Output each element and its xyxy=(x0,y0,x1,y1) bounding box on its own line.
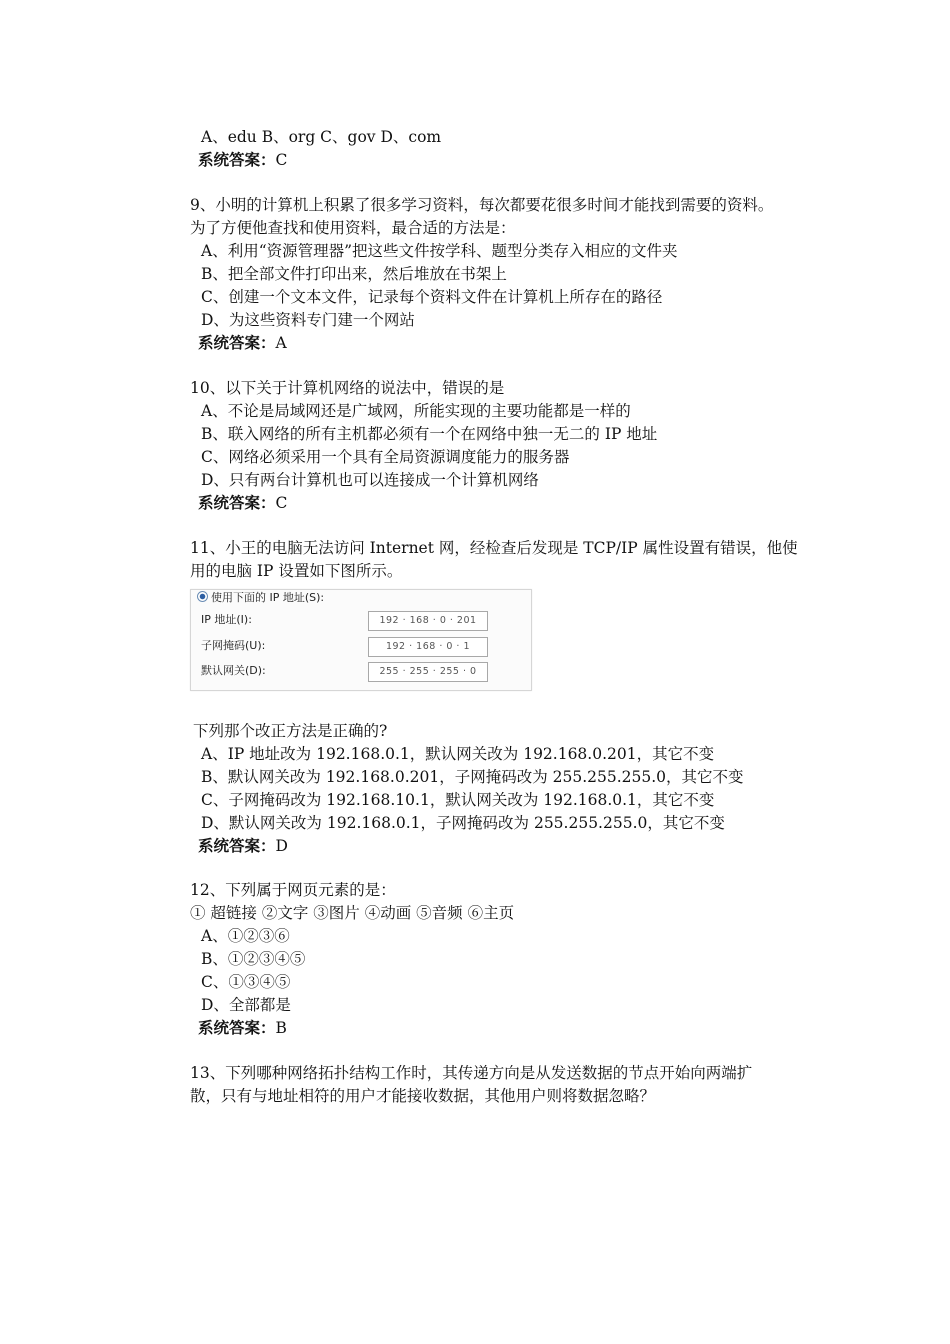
default-gateway-label: 默认网关(D): xyxy=(201,664,266,677)
q11-option-c: C、子网掩码改为 192.168.10.1，默认网关改为 192.168.0.1，其它不变 xyxy=(201,791,715,809)
q9-answer xyxy=(198,332,287,354)
q9-option-a: A、利用“资源管理器”把这些文件按学科、题型分类存入相应的文件夹 xyxy=(201,242,678,260)
subnet-mask-field: 192 · 168 · 0 · 1 xyxy=(368,637,488,657)
q11-answer xyxy=(198,835,288,857)
answer-label: 系统答案： xyxy=(198,333,276,352)
q8-options: A、edu B、org C、gov D、com xyxy=(201,128,442,146)
answer-value: D xyxy=(275,837,288,855)
answer-label: 系统答案： xyxy=(198,493,276,512)
ip-address-field: 192 · 168 · 0 · 201 xyxy=(368,611,488,631)
q12-stem: 12、下列属于网页元素的是： xyxy=(190,881,396,899)
q11-stem-line1: 11、小王的电脑无法访问 Internet 网，经检查后发现是 TCP/IP 属性设置有错误，他使 xyxy=(190,539,798,557)
q13-stem-line2: 散，只有与地址相符的用户才能接收数据，其他用户则将数据忽略？ xyxy=(190,1087,656,1105)
q12-option-b: B、①②③④⑤ xyxy=(201,950,306,968)
q10-option-b: B、联入网络的所有主机都必须有一个在网络中独一无二的 IP 地址 xyxy=(201,425,658,443)
q11-option-a: A、IP 地址改为 192.168.0.1，默认网关改为 192.168.0.201，其它不变 xyxy=(201,745,715,763)
ip-radio-label: 使用下面的 IP 地址(S): xyxy=(211,591,325,604)
q12-option-d: D、全部都是 xyxy=(201,996,291,1014)
answer-value: A xyxy=(275,334,287,352)
q10-option-c: C、网络必须采用一个具有全局资源调度能力的服务器 xyxy=(201,448,570,466)
q11-stem-line2: 用的电脑 IP 设置如下图所示。 xyxy=(190,562,403,580)
q10-stem: 10、以下关于计算机网络的说法中，错误的是 xyxy=(190,379,505,397)
q12-items: ① 超链接 ②文字 ③图片 ④动画 ⑤音频 ⑥主页 xyxy=(190,904,515,922)
q12-option-c: C、①③④⑤ xyxy=(201,973,291,991)
q8-answer xyxy=(198,149,287,171)
q9-option-c: C、创建一个文本文件，记录每个资料文件在计算机上所存在的路径 xyxy=(201,288,663,306)
q9-option-b: B、把全部文件打印出来，然后堆放在书架上 xyxy=(201,265,507,283)
ip-radio-option xyxy=(197,591,324,605)
q11-option-b: B、默认网关改为 192.168.0.201，子网掩码改为 255.255.255.0，其它不变 xyxy=(201,768,744,786)
q10-answer xyxy=(198,492,287,514)
answer-value: B xyxy=(275,1019,287,1037)
default-gateway-field: 255 · 255 · 255 · 0 xyxy=(368,662,488,682)
q9-stem-line1: 9、小明的计算机上积累了很多学习资料，每次都要花很多时间才能找到需要的资料。 xyxy=(190,196,774,214)
subnet-mask-label: 子网掩码(U): xyxy=(201,639,266,652)
q9-stem-line2: 为了方便他查找和使用资料，最合适的方法是： xyxy=(190,219,516,237)
q10-option-d: D、只有两台计算机也可以连接成一个计算机网络 xyxy=(201,471,539,489)
answer-value: C xyxy=(275,494,288,512)
answer-label: 系统答案： xyxy=(198,150,276,169)
q9-option-d: D、为这些资料专门建一个网站 xyxy=(201,311,415,329)
ip-address-label: IP 地址(I): xyxy=(201,613,252,626)
q11-option-d: D、默认网关改为 192.168.0.1，子网掩码改为 255.255.255.0，其它不变 xyxy=(201,814,725,832)
q10-option-a: A、不论是局域网还是广域网，所能实现的主要功能都是一样的 xyxy=(201,402,631,420)
answer-label: 系统答案： xyxy=(198,836,276,855)
answer-label: 系统答案： xyxy=(198,1018,276,1037)
q13-stem-line1: 13、下列哪种网络拓扑结构工作时，其传递方向是从发送数据的节点开始向两端扩 xyxy=(190,1064,753,1082)
q12-option-a: A、①②③⑥ xyxy=(201,927,290,945)
q12-answer xyxy=(198,1017,287,1039)
q11-prompt: 下列那个改正方法是正确的? xyxy=(193,722,388,740)
ip-settings-screenshot xyxy=(190,589,532,691)
answer-value: C xyxy=(275,151,288,169)
radio-selected-icon xyxy=(197,591,208,602)
